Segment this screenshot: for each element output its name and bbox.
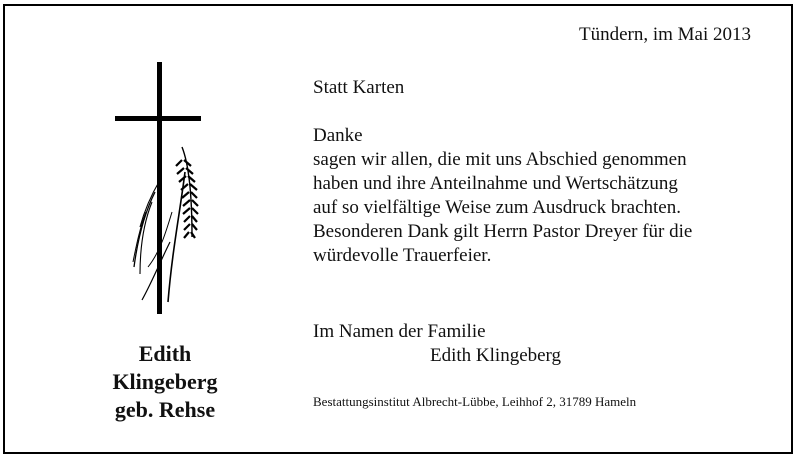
date-line: Tündern, im Mai 2013 bbox=[578, 24, 751, 45]
undertaker-footer: Bestattungsinstitut Albrecht-Lübbe, Leihhof 2, 31789 Hameln bbox=[313, 394, 637, 409]
message-thanks: Danke bbox=[313, 125, 363, 146]
signature-block bbox=[313, 320, 561, 368]
obituary-card bbox=[3, 4, 793, 454]
message-line: würdevolle Trauerfeier. bbox=[313, 245, 492, 266]
message-line: Besonderen Dank gilt Herrn Pastor Dreyer für die bbox=[313, 221, 693, 242]
deceased-first-name: Edith bbox=[138, 341, 192, 366]
deceased-name bbox=[65, 340, 265, 424]
message-line: sagen wir allen, die mit uns Abschied genommen bbox=[313, 149, 687, 170]
signature-line: Im Namen der Familie bbox=[313, 321, 486, 342]
message-block bbox=[313, 76, 773, 268]
message-line: auf so vielfältige Weise zum Ausdruck brachten. bbox=[313, 197, 681, 218]
deceased-last-name: Klingeberg bbox=[112, 369, 218, 394]
deceased-maiden-name: geb. Rehse bbox=[114, 397, 216, 422]
message-line: haben und ihre Anteilnahme und Wertschätzung bbox=[313, 173, 678, 194]
signature-name: Edith Klingeberg bbox=[430, 345, 562, 366]
cross-with-wheat-icon bbox=[100, 62, 230, 324]
message-intro: Statt Karten bbox=[313, 77, 405, 98]
